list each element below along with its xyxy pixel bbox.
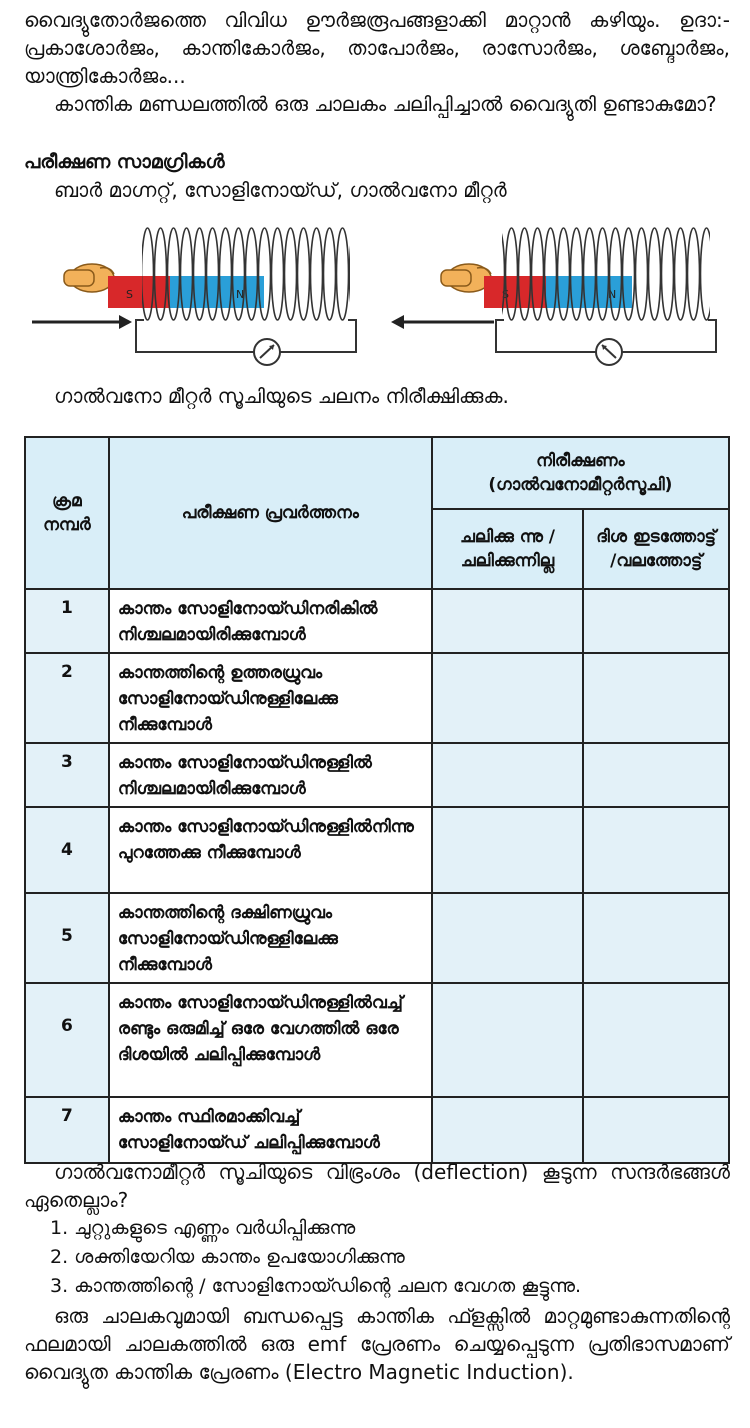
solenoid-left [142, 222, 350, 332]
hand-icon [64, 264, 114, 292]
deflection-list [50, 1214, 740, 1301]
table-row [25, 653, 729, 743]
question-paragraph: കാന്തിക മണ്ഡലത്തിൽ ഒരു ചാലകം ചലിപ്പിച്ചാൽ വൈദ്യുതി ഉണ്ടാകുമോ? [54, 92, 717, 116]
cell-moves [432, 589, 584, 653]
row-activity: കാന്തം സ്ഥിരമാക്കിവച്ച് സോളിനോയ്ഡ് ചലിപ്പിക്കുമ്പോൾ [109, 1097, 432, 1163]
header-serial: ക്രമ നമ്പർ [25, 437, 109, 589]
cell-moves [432, 743, 584, 807]
row-number: 1 [25, 589, 109, 653]
header-activity: പരീക്ഷണ പ്രവർത്തനം [109, 437, 432, 589]
cell-direction [583, 653, 729, 743]
row-activity: കാന്തത്തിന്റെ ദക്ഷിണധ്രുവം സോളിനോയ്ഡിനുള്ളിലേക്കു നീക്കുമ്പോൾ [109, 893, 432, 983]
row-number: 2 [25, 653, 109, 743]
cell-moves [432, 807, 584, 893]
row-number: 4 [25, 807, 109, 893]
intro-paragraph: വൈദ്യുതോർജത്തെ വിവിധ ഊർജരൂപങ്ങളാക്കി മാറ്റാൻ കഴിയും. ഉദാ:- പ്രകാശോർജം, കാന്തികോർജം, താപോർജം, രാസോർജം, ശബ്ദോർജം, യാന്ത്രികോർജം... [24, 8, 730, 88]
table-row [25, 589, 729, 653]
row-activity: കാന്തം സോളിനോയ്ഡിനരികിൽ നിശ്ചലമായിരിക്കുമ്പോൾ [109, 589, 432, 653]
galvanometer-icon [596, 339, 622, 365]
solenoid-right [502, 222, 710, 332]
table-row [25, 807, 729, 893]
row-number: 5 [25, 893, 109, 983]
row-activity: കാന്തത്തിന്റെ ഉത്തരധ്രുവം സോളിനോയ്ഡിനുള്ളിലേക്കു നീക്കുമ്പോൾ [109, 653, 432, 743]
galvanometer-icon [254, 339, 280, 365]
table-row [25, 743, 729, 807]
materials-list: ബാർ മാഗ്നറ്റ്, സോളിനോയ്ഡ്, ഗാൽവനോ മീറ്റർ [54, 178, 507, 202]
cell-moves [432, 653, 584, 743]
cell-moves [432, 983, 584, 1097]
cell-moves [432, 1097, 584, 1163]
list-item: 1. ചുറ്റുകളുടെ എണ്ണം വർധിപ്പിക്കുന്നു [50, 1217, 356, 1239]
left-setup [32, 222, 356, 365]
materials-heading: പരീക്ഷണ സാമഗ്രികൾ [24, 151, 225, 173]
observe-instruction: ഗാൽവനോ മീറ്റർ സൂചിയുടെ ചലനം നിരീക്ഷിക്കുക. [54, 384, 509, 408]
cell-direction [583, 1097, 729, 1163]
emi-definition: ഒരു ചാലകവുമായി ബന്ധപ്പെട്ട കാന്തിക ഫ്ളക്സിൽ മാറ്റമുണ്ടാകുന്നതിന്റെ ഫലമായി ചാലകത്തിൽ ഒരു emf പ്രേരണം ചെയ്യപ്പെടുന്ന പ്രതിഭാസമാണ് വൈദ്യുത കാന്തിക പ്രേരണം (Electro Magnetic Induction). [24, 1304, 730, 1384]
right-setup [391, 222, 716, 365]
header-moves: ചലിക്കു ന്നു / ചലിക്കുന്നില്ല [432, 509, 584, 589]
row-activity: കാന്തം സോളിനോയ്ഡിനുള്ളിൽവച്ച് രണ്ടും ഒരുമിച്ച് ഒരേ വേഗത്തിൽ ഒരേ ദിശയിൽ ചലിപ്പിക്കുമ്പോൾ [109, 983, 432, 1097]
row-number: 7 [25, 1097, 109, 1163]
cell-direction [583, 893, 729, 983]
list-item: 2. ശക്തിയേറിയ കാന്തം ഉപയോഗിക്കുന്നു [50, 1246, 405, 1268]
list-item: 3. കാന്തത്തിന്റെ / സോളിനോയ്ഡിന്റെ ചലന വേഗത കൂട്ടുന്നു. [50, 1275, 582, 1297]
row-activity: കാന്തം സോളിനോയ്ഡിനുള്ളിൽനിന്നു പുറത്തേക്കു നീക്കുമ്പോൾ [109, 807, 432, 893]
table-row [25, 1097, 729, 1163]
cell-direction [583, 807, 729, 893]
row-number: 6 [25, 983, 109, 1097]
magnet-s-label: S [126, 288, 133, 301]
header-direction: ദിശ ഇടത്തോട്ട് /വലത്തോട്ട് [583, 509, 729, 589]
observation-table [24, 436, 730, 1164]
cell-direction [583, 983, 729, 1097]
induction-figure [24, 222, 724, 372]
cell-direction [583, 743, 729, 807]
header-observation: നിരീക്ഷണം (ഗാൽവനോമീറ്റർസൂചി) [432, 437, 729, 509]
row-number: 3 [25, 743, 109, 807]
table-row [25, 983, 729, 1097]
cell-moves [432, 893, 584, 983]
table-row [25, 893, 729, 983]
deflection-question: ഗാൽവനോമീറ്റർ സൂചിയുടെ വിഭ്രംശം (deflection) കൂടുന്ന സന്ദർഭങ്ങൾ ഏതെല്ലാം? [24, 1160, 730, 1212]
row-activity: കാന്തം സോളിനോയ്ഡിനുള്ളിൽ നിശ്ചലമായിരിക്കുമ്പോൾ [109, 743, 432, 807]
hand-icon [441, 264, 491, 292]
cell-direction [583, 589, 729, 653]
